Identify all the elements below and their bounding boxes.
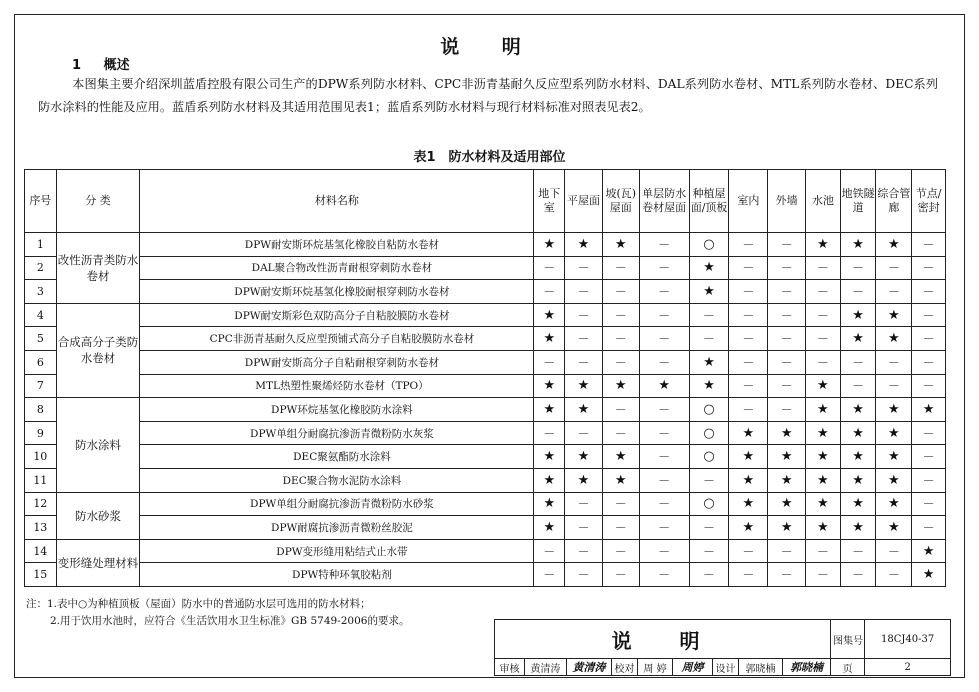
- title-block: [494, 619, 951, 676]
- usage-mark: －: [689, 539, 729, 563]
- usage-mark: －: [565, 280, 603, 304]
- usage-mark: －: [912, 468, 946, 492]
- usage-mark: ★: [602, 233, 639, 257]
- usage-mark: ★: [876, 445, 912, 469]
- materials-table: [24, 169, 946, 587]
- usage-mark: ★: [534, 233, 565, 257]
- usage-mark: －: [806, 327, 841, 351]
- usage-mark: －: [729, 327, 768, 351]
- review-label: 审核: [495, 659, 525, 676]
- usage-mark: －: [534, 539, 565, 563]
- usage-mark: －: [912, 350, 946, 374]
- usage-mark: －: [806, 539, 841, 563]
- row-index: 15: [25, 563, 57, 587]
- notes: [26, 596, 409, 630]
- row-category: 防水涂料: [56, 398, 140, 492]
- material-name: DPW单组分耐腐抗渗沥青微粉防水砂浆: [140, 492, 534, 516]
- header-usage: 种植屋面/顶板: [689, 170, 729, 233]
- material-name: DPW耐安斯彩色双防高分子自粘胶膜防水卷材: [140, 303, 534, 327]
- row-index: 13: [25, 516, 57, 540]
- section-heading: [72, 54, 130, 73]
- usage-mark: －: [639, 516, 689, 540]
- row-category: 改性沥青类防水卷材: [56, 233, 140, 304]
- usage-mark: －: [768, 327, 806, 351]
- usage-mark: －: [565, 563, 603, 587]
- usage-mark: ★: [534, 445, 565, 469]
- usage-mark: －: [840, 563, 876, 587]
- row-index: 7: [25, 374, 57, 398]
- checker-signature: 周婷: [673, 659, 713, 676]
- material-name: DPW特种环氧胶粘剂: [140, 563, 534, 587]
- table-row: [25, 539, 946, 563]
- usage-mark: －: [912, 374, 946, 398]
- table-row: [25, 468, 946, 492]
- usage-mark: ★: [565, 398, 603, 422]
- usage-mark: －: [565, 516, 603, 540]
- row-index: 10: [25, 445, 57, 469]
- usage-mark: ○: [689, 233, 729, 257]
- usage-mark: －: [912, 327, 946, 351]
- header-usage: 外墙: [768, 170, 806, 233]
- row-index: 3: [25, 280, 57, 304]
- usage-mark: ★: [876, 233, 912, 257]
- material-name: DPW耐安斯环烷基氢化橡胶耐根穿刺防水卷材: [140, 280, 534, 304]
- atlas-no-label: 图集号: [831, 620, 865, 659]
- usage-mark: ○: [689, 398, 729, 422]
- usage-mark: －: [602, 421, 639, 445]
- usage-mark: －: [639, 492, 689, 516]
- usage-mark: －: [639, 445, 689, 469]
- usage-mark: ○: [689, 445, 729, 469]
- usage-mark: －: [840, 256, 876, 280]
- usage-mark: －: [639, 303, 689, 327]
- usage-mark: －: [602, 280, 639, 304]
- header-usage: 室内: [729, 170, 768, 233]
- page-label: 页: [831, 659, 865, 676]
- usage-mark: －: [602, 350, 639, 374]
- usage-mark: －: [534, 280, 565, 304]
- row-category: 合成高分子类防水卷材: [56, 303, 140, 397]
- usage-mark: －: [639, 421, 689, 445]
- table-row: [25, 445, 946, 469]
- usage-mark: ★: [689, 256, 729, 280]
- usage-mark: －: [565, 303, 603, 327]
- designer-signature: 郭晓楠: [783, 659, 831, 676]
- usage-mark: ★: [876, 327, 912, 351]
- usage-mark: ★: [565, 445, 603, 469]
- usage-mark: ★: [534, 468, 565, 492]
- usage-mark: ★: [840, 445, 876, 469]
- usage-mark: －: [639, 256, 689, 280]
- table-header-row: [25, 170, 946, 233]
- table-row: [25, 280, 946, 304]
- usage-mark: ★: [840, 492, 876, 516]
- usage-mark: ★: [565, 233, 603, 257]
- usage-mark: －: [689, 327, 729, 351]
- usage-mark: ★: [534, 374, 565, 398]
- usage-mark: ★: [840, 327, 876, 351]
- usage-mark: ★: [534, 516, 565, 540]
- row-index: 6: [25, 350, 57, 374]
- usage-mark: －: [876, 374, 912, 398]
- design-label: 设计: [713, 659, 739, 676]
- material-name: DEC聚氨酯防水涂料: [140, 445, 534, 469]
- usage-mark: －: [639, 398, 689, 422]
- usage-mark: ★: [689, 350, 729, 374]
- usage-mark: －: [565, 256, 603, 280]
- usage-mark: －: [639, 327, 689, 351]
- usage-mark: －: [912, 303, 946, 327]
- usage-mark: ★: [768, 445, 806, 469]
- usage-mark: －: [840, 350, 876, 374]
- row-index: 4: [25, 303, 57, 327]
- material-name: DPW单组分耐腐抗渗沥青微粉防水灰浆: [140, 421, 534, 445]
- material-name: DPW变形缝用粘结式止水带: [140, 539, 534, 563]
- material-name: DAL聚合物改性沥青耐根穿刺防水卷材: [140, 256, 534, 280]
- reviewer-signature: 黄清涛: [567, 659, 612, 676]
- usage-mark: －: [729, 233, 768, 257]
- usage-mark: －: [876, 256, 912, 280]
- usage-mark: ★: [534, 303, 565, 327]
- usage-mark: －: [876, 563, 912, 587]
- usage-mark: ★: [806, 468, 841, 492]
- header-category: 分 类: [56, 170, 140, 233]
- usage-mark: ★: [534, 492, 565, 516]
- usage-mark: ○: [689, 492, 729, 516]
- usage-mark: ★: [602, 468, 639, 492]
- usage-mark: －: [912, 233, 946, 257]
- usage-mark: ★: [840, 421, 876, 445]
- usage-mark: －: [876, 350, 912, 374]
- usage-mark: －: [689, 516, 729, 540]
- usage-mark: ★: [876, 516, 912, 540]
- usage-mark: －: [768, 563, 806, 587]
- usage-mark: ★: [912, 539, 946, 563]
- usage-mark: －: [729, 563, 768, 587]
- usage-mark: －: [602, 516, 639, 540]
- usage-mark: ★: [876, 303, 912, 327]
- usage-mark: －: [768, 256, 806, 280]
- row-index: 12: [25, 492, 57, 516]
- usage-mark: ★: [689, 280, 729, 304]
- usage-mark: －: [768, 280, 806, 304]
- table-row: [25, 374, 946, 398]
- usage-mark: ★: [876, 492, 912, 516]
- usage-mark: －: [806, 350, 841, 374]
- table-row: [25, 303, 946, 327]
- usage-mark: －: [912, 421, 946, 445]
- header-usage: 地下室: [534, 170, 565, 233]
- usage-mark: ★: [729, 516, 768, 540]
- usage-mark: ★: [602, 445, 639, 469]
- usage-mark: －: [729, 374, 768, 398]
- usage-mark: －: [729, 303, 768, 327]
- usage-mark: －: [534, 350, 565, 374]
- row-index: 9: [25, 421, 57, 445]
- usage-mark: ★: [876, 468, 912, 492]
- usage-mark: ★: [534, 327, 565, 351]
- material-name: DPW耐安斯环烷基氢化橡胶自粘防水卷材: [140, 233, 534, 257]
- usage-mark: ★: [639, 374, 689, 398]
- designer-name: 郭晓楠: [739, 659, 783, 676]
- header-index: 序号: [25, 170, 57, 233]
- usage-mark: －: [639, 233, 689, 257]
- material-name: DEC聚合物水泥防水涂料: [140, 468, 534, 492]
- usage-mark: －: [729, 280, 768, 304]
- usage-mark: ★: [806, 233, 841, 257]
- row-category: 防水砂浆: [56, 492, 140, 539]
- usage-mark: ★: [912, 398, 946, 422]
- table-row: [25, 563, 946, 587]
- row-index: 5: [25, 327, 57, 351]
- table-caption: 表1 防水材料及适用部位: [413, 150, 566, 165]
- table-row: [25, 492, 946, 516]
- row-index: 14: [25, 539, 57, 563]
- header-usage: 节点/密封: [912, 170, 946, 233]
- usage-mark: －: [768, 398, 806, 422]
- usage-mark: ★: [729, 492, 768, 516]
- usage-mark: －: [768, 374, 806, 398]
- header-usage: 水池: [806, 170, 841, 233]
- usage-mark: ★: [840, 516, 876, 540]
- usage-mark: ★: [689, 374, 729, 398]
- usage-mark: －: [840, 280, 876, 304]
- intro-paragraph: 本图集主要介绍深圳蓝盾控股有限公司生产的DPW系列防水材料、CPC非沥青基耐久反应型系列防水材料、DAL系列防水卷材、MTL系列防水卷材、DEC系列防水涂料的性能及应用。蓝盾系列防水材料及其适用范围见表1；蓝盾系列防水材料与现行材料标准对照表见表2。: [38, 77, 938, 114]
- usage-mark: －: [729, 398, 768, 422]
- usage-mark: －: [912, 256, 946, 280]
- usage-mark: ★: [806, 374, 841, 398]
- material-name: DPW环烷基氢化橡胶防水涂料: [140, 398, 534, 422]
- usage-mark: ★: [729, 468, 768, 492]
- material-name: MTL热塑性聚烯烃防水卷材（TPO）: [140, 374, 534, 398]
- header-usage: 坡(瓦)屋面: [602, 170, 639, 233]
- usage-mark: ★: [768, 492, 806, 516]
- header-usage: 单层防水卷材屋面: [639, 170, 689, 233]
- row-category: 变形缝处理材料: [56, 539, 140, 586]
- usage-mark: ★: [840, 468, 876, 492]
- usage-mark: －: [840, 539, 876, 563]
- usage-mark: ★: [602, 374, 639, 398]
- usage-mark: －: [565, 327, 603, 351]
- usage-mark: －: [639, 563, 689, 587]
- page-number: 2: [865, 659, 951, 676]
- usage-mark: －: [565, 421, 603, 445]
- usage-mark: －: [602, 563, 639, 587]
- usage-mark: －: [689, 468, 729, 492]
- usage-mark: －: [602, 303, 639, 327]
- usage-mark: －: [534, 563, 565, 587]
- header-usage: 地铁隧道: [840, 170, 876, 233]
- usage-mark: －: [639, 539, 689, 563]
- row-index: 8: [25, 398, 57, 422]
- row-index: 1: [25, 233, 57, 257]
- usage-mark: －: [729, 539, 768, 563]
- header-usage: 平屋面: [565, 170, 603, 233]
- usage-mark: ★: [806, 421, 841, 445]
- header-name: 材料名称: [140, 170, 534, 233]
- usage-mark: －: [806, 303, 841, 327]
- usage-mark: ★: [768, 516, 806, 540]
- row-index: 2: [25, 256, 57, 280]
- usage-mark: －: [565, 539, 603, 563]
- usage-mark: ★: [840, 303, 876, 327]
- usage-mark: －: [876, 280, 912, 304]
- usage-mark: ★: [806, 516, 841, 540]
- table-row: [25, 256, 946, 280]
- usage-mark: ★: [565, 374, 603, 398]
- usage-mark: －: [806, 563, 841, 587]
- usage-mark: －: [534, 421, 565, 445]
- section-heading-text: 概述: [103, 58, 130, 73]
- table-row: [25, 350, 946, 374]
- usage-mark: ★: [840, 398, 876, 422]
- header-usage: 综合管廊: [876, 170, 912, 233]
- material-name: DPW耐腐抗渗沥青微粉丝胶泥: [140, 516, 534, 540]
- usage-mark: －: [806, 256, 841, 280]
- usage-mark: －: [639, 468, 689, 492]
- usage-mark: ○: [689, 421, 729, 445]
- usage-mark: －: [912, 445, 946, 469]
- note-line: 2.用于饮用水池时，应符合《生活饮用水卫生标准》GB 5749-2006的要求。: [50, 615, 410, 627]
- table-row: [25, 421, 946, 445]
- row-index: 11: [25, 468, 57, 492]
- usage-mark: ★: [806, 492, 841, 516]
- usage-mark: ★: [876, 398, 912, 422]
- usage-mark: ★: [876, 421, 912, 445]
- usage-mark: －: [689, 303, 729, 327]
- usage-mark: －: [912, 516, 946, 540]
- section-number: 1: [72, 58, 82, 73]
- title-block-title: 说 明: [495, 620, 831, 659]
- usage-mark: －: [729, 350, 768, 374]
- usage-mark: －: [768, 233, 806, 257]
- atlas-no: 18CJ40-37: [865, 620, 951, 659]
- page-title: 说 明: [440, 36, 539, 58]
- usage-mark: －: [768, 303, 806, 327]
- table-row: [25, 233, 946, 257]
- usage-mark: －: [602, 398, 639, 422]
- usage-mark: －: [602, 256, 639, 280]
- usage-mark: ★: [565, 468, 603, 492]
- usage-mark: －: [729, 256, 768, 280]
- usage-mark: －: [534, 256, 565, 280]
- usage-mark: －: [768, 350, 806, 374]
- usage-mark: －: [840, 374, 876, 398]
- checker-name: 周 婷: [638, 659, 673, 676]
- usage-mark: －: [565, 350, 603, 374]
- usage-mark: ★: [534, 398, 565, 422]
- material-name: DPW耐安斯高分子自粘耐根穿刺防水卷材: [140, 350, 534, 374]
- usage-mark: －: [912, 280, 946, 304]
- usage-mark: ★: [768, 468, 806, 492]
- material-name: CPC非沥青基耐久反应型预铺式高分子自粘胶膜防水卷材: [140, 327, 534, 351]
- usage-mark: －: [602, 492, 639, 516]
- usage-mark: ★: [912, 563, 946, 587]
- usage-mark: －: [602, 327, 639, 351]
- usage-mark: －: [689, 563, 729, 587]
- usage-mark: －: [639, 280, 689, 304]
- usage-mark: －: [806, 280, 841, 304]
- reviewer-name: 黄清涛: [525, 659, 567, 676]
- usage-mark: ★: [768, 421, 806, 445]
- usage-mark: ★: [806, 398, 841, 422]
- usage-mark: －: [768, 539, 806, 563]
- usage-mark: －: [912, 492, 946, 516]
- usage-mark: ★: [729, 421, 768, 445]
- usage-mark: ★: [840, 233, 876, 257]
- table-row: [25, 327, 946, 351]
- usage-mark: ★: [729, 445, 768, 469]
- table-row: [25, 398, 946, 422]
- note-line: 注：1.表中○为种植顶板（屋面）防水中的普通防水层可选用的防水材料；: [26, 598, 371, 610]
- table-row: [25, 516, 946, 540]
- usage-mark: －: [565, 492, 603, 516]
- usage-mark: －: [876, 539, 912, 563]
- usage-mark: ★: [806, 445, 841, 469]
- check-label: 校对: [612, 659, 638, 676]
- usage-mark: －: [602, 539, 639, 563]
- usage-mark: －: [639, 350, 689, 374]
